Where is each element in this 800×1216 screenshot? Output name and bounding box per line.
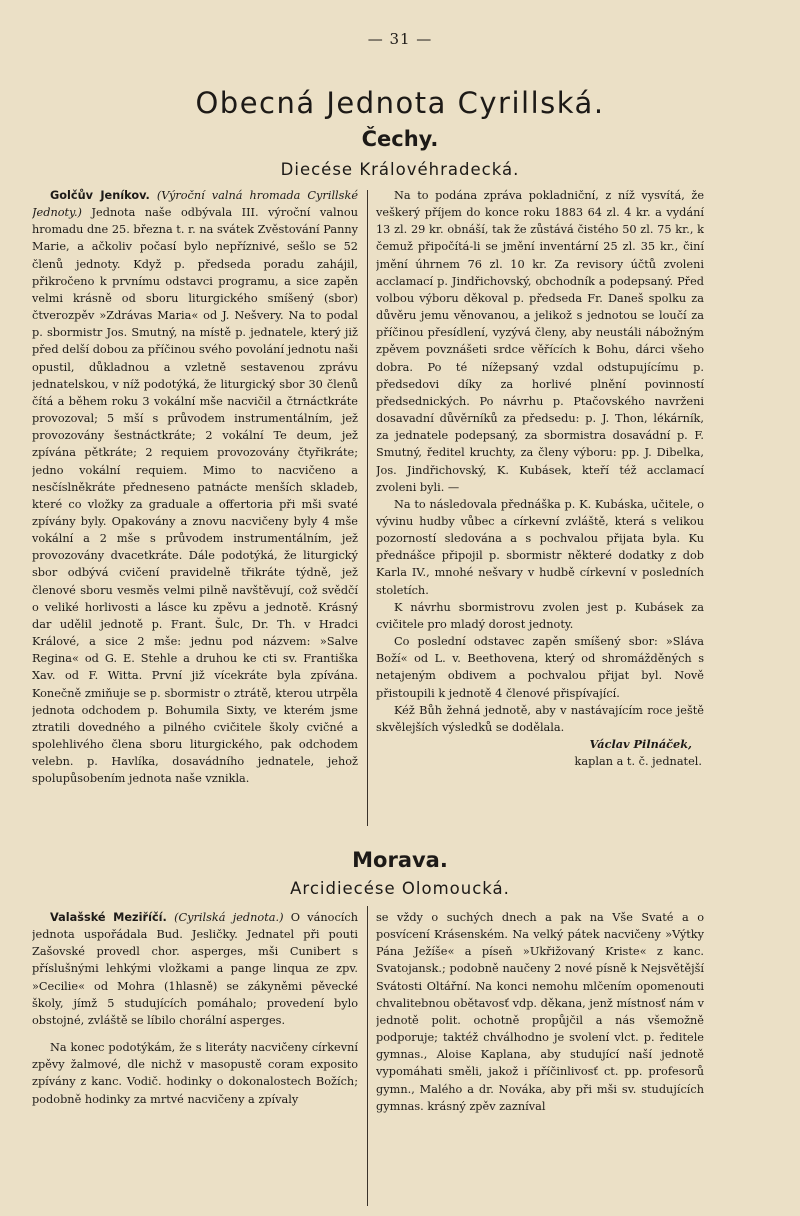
column-divider bbox=[367, 906, 368, 1206]
article-place-heading: Valašské Meziříčí. bbox=[50, 911, 167, 924]
article-golcuv-jenikov-continued bbox=[376, 187, 704, 832]
page-title: Obecná Jednota Cyrillská. bbox=[195, 86, 605, 120]
page-number: — 31 — bbox=[367, 30, 433, 48]
article-paragraph: K návrhu sbormistrovu zvolen jest p. Kubásek za cvičitele pro mladý dorost jednoty. bbox=[376, 600, 704, 631]
diocese-heading-olomoucka: Arcidiecése Olomoucká. bbox=[290, 879, 510, 898]
signature-name: Václav Pilnáček, bbox=[589, 737, 692, 751]
diocese-heading-kralovehradecka: Diecése Královéhradecká. bbox=[280, 160, 520, 179]
article-paragraph bbox=[32, 909, 358, 1029]
article-paragraph: Na to následovala přednáška p. K. Kubáska, učitele, o vývinu hudby vůbec a církevní zvláště, která s velikou pozorností sledována a s pochvalou přijata byla. Ku přednášce připojil p. sbormistr některé dodatky z dob Karla IV., mnohé nešvary v hudbě církevní v posledních stoletích. bbox=[376, 497, 704, 597]
article-paragraph: Na konec podotýkám, že s literáty nacvičeny církevní zpěvy žalmové, dle nichž v masopustě coram exposito zpívány z kanc. Vodič. hodinky o dokonalostech Božích; podobně hodinky za mrtvé nacvičeny a zpívaly bbox=[32, 1041, 358, 1106]
article-golcuv-jenikov bbox=[32, 187, 358, 832]
article-body: O vánocích jednota uspořádala Bud. Jesličky. Jednatel při pouti Zašovské provedl chor. asperges, mši Cunibert s příslušnými lehkými vložkami a pange linqua ze zpv. »Cecilie« od Mohra (1hlasně) se zákyněmi pěvecké školy, jímž 5 studujících pomáhalo; provedení bylo obstojné, zvláště se líbilo chorální asperges. bbox=[32, 911, 358, 1027]
column-divider bbox=[367, 190, 368, 826]
article-paragraph bbox=[32, 187, 358, 787]
article-subtitle: (Cyrilská jednota.) bbox=[174, 911, 284, 924]
region-heading-cechy: Čechy. bbox=[361, 127, 439, 151]
article-subtitle: (Výroční valná hromada Cyrillské Jednoty.) bbox=[32, 189, 358, 220]
article-paragraph: Co poslední odstavec zapěn smíšený sbor: »Sláva Boží« od L. v. Beethovena, který od shromážděných s netajeným obdivem a pochvalou přijat byl. Nově přistoupili k jednotě 4 členové přispívající. bbox=[376, 635, 704, 700]
article-paragraph: Kéž Bůh žehná jednotě, aby v nastávajícím roce ještě skvělejších výsledků se dodělala. bbox=[376, 703, 704, 734]
region-heading-morava: Morava. bbox=[352, 848, 448, 872]
signature-role: kaplan a t. č. jednatel. bbox=[574, 755, 702, 769]
article-body: Jednota naše odbývala III. výroční valnou hromadu dne 25. března t. r. na svátek Zvěstování Panny Marie, a ačkoliv počasí bylo nepříznivé, sešlo se 52 členů jednoty. Když p. předseda poradu zahájil, přikročeno k prvnímu odstavci programu, a sice zapěn velmi krásně od sboru liturgického smíšený (sbor) čtverozpěv »Zdrávas Maria« od J. Nešvery. Na to podal p. sbormistr Jos. Smutný, na místě p. jednatele, který již před delší dobou za příčinou svého povolání jednotu naši opustil, důkladnou a vzletně sestavenou zprávu jednatelskou, v níž podotýká, že liturgický sbor 30 členů čítá a během roku 3 vokální mše nacvičil a čtrnáctkráte provozoval; 5 mší s průvodem instrumentálním, jež provozovány šestnáctkráte; 2 vokální Te deum, jež zpívána pětkráte; 2 requiem provozovány čtyřikráte; jedno vokální requiem. Mimo to nacvičeno a nesčíslněkráte předneseno patnácte menších skladeb, které co vložky za graduale a offertoria při mši svaté zpívány byly. Opakovány a znovu nacvičeny byly 4 mše vokální a 2 mše s průvodem instrumentálním, jež provozovány dvacetkráte. Dále podotýká, že liturgický sbor odbývá cvičení pravidelně třikráte týdně, jež členové sboru vesměs velmi pilně navštěvují, což svědčí o veliké horlivosti a lásce ku zpěvu a jednotě. Krásný dar udělil jednotě p. Frant. Šulc, Dr. Th. v Hradci Králové, a sice 2 mše: jednu pod názvem: »Salve Regina« od G. E. Stehle a druhou ke cti sv. Františka Xav. od F. Witta. První již vícekráte byla zpívána. Konečně zmiňuje se p. sbormistr o ztrátě, kterou utrpěla jednota odchodem p. Bohumila Sixty, ve kterém jsme ztratili dovedného a pilného cvičitele školy cvičné a spolehlivého člena sboru liturgického, pak odchodem velebn. p. Havlíka, dosavádního jednatele, jehož spolupůsobením jednota naše vznikla. bbox=[32, 206, 358, 786]
article-paragraph: Na to podána zpráva pokladniční, z níž vysvítá, že veškerý příjem do konce roku 1883 64 zl. 4 kr. a vydání 13 zl. 29 kr. obnáší, tak že zůstává čistého 50 zl. 75 kr., k čemuž připočítá-li se jmění inventární 25 zl. 35 kr., činí jmění úhrnem 76 zl. 10 kr. Za revisory účtů zvoleni acclamací p. Jindřichovský, obchodník a podepsaný. Před volbou výboru děkoval p. předseda Fr. Daneš spolku za důvěru jemu věnovanou, a jelikož s jednotou se loučí za příčinou přesídlení, vyzývá členy, aby neustáli nábožným zpěvem povznášeti srdce věřících k Bohu, dárci všeho dobra. Po té nížepsaný vzdal odstupujícímu p. předsedovi díky za horlivé plnění povinností předsednických. Po návrhu p. Ptačovského navrženi dosavadní důvěrníků za předsedu: p. J. Thon, lékárník, za jednatele podepsaný, za sbormistra dosavádní p. F. Smutný, ředitel kruchty, za členy výboru: pp. J. Dibelka, Jos. Jindřichovský, K. Kubásek, kteří též acclamací zvoleni byli. — bbox=[376, 189, 704, 494]
article-place-heading: Golčův Jeníkov. bbox=[50, 189, 150, 202]
article-paragraph: se vždy o suchých dnech a pak na Vše Svaté a o posvícení Krásenském. Na velký pátek nacvičeny »Výtky Pána Ježíše« a píseň »Ukřižovaný Kriste« z kanc. Svatojansk.; podobně naučeny 2 nové písně k Nejsvětější Svátosti Oltářní. Na konci nemohu mlčením opomenouti chvalitebnou obětavosť vdp. děkana, jenž místnosť nám v jednotě polit. ochotně propůjčil a nás všemožně podporuje; taktéž chválhodno je svolení vlct. p. ředitele gymnas., Aloise Kaplana, aby studující naší jednotě vypomáhati směli, jakož i příčinlivosť ct. pp. profesorů gymn., Malého a dr. Nováka, aby při mši sv. studujících gymnas. krásný zpěv zazníval bbox=[376, 911, 704, 1113]
article-valasske-mezirici bbox=[32, 909, 358, 1209]
article-valasske-mezirici-continued bbox=[376, 909, 704, 1209]
